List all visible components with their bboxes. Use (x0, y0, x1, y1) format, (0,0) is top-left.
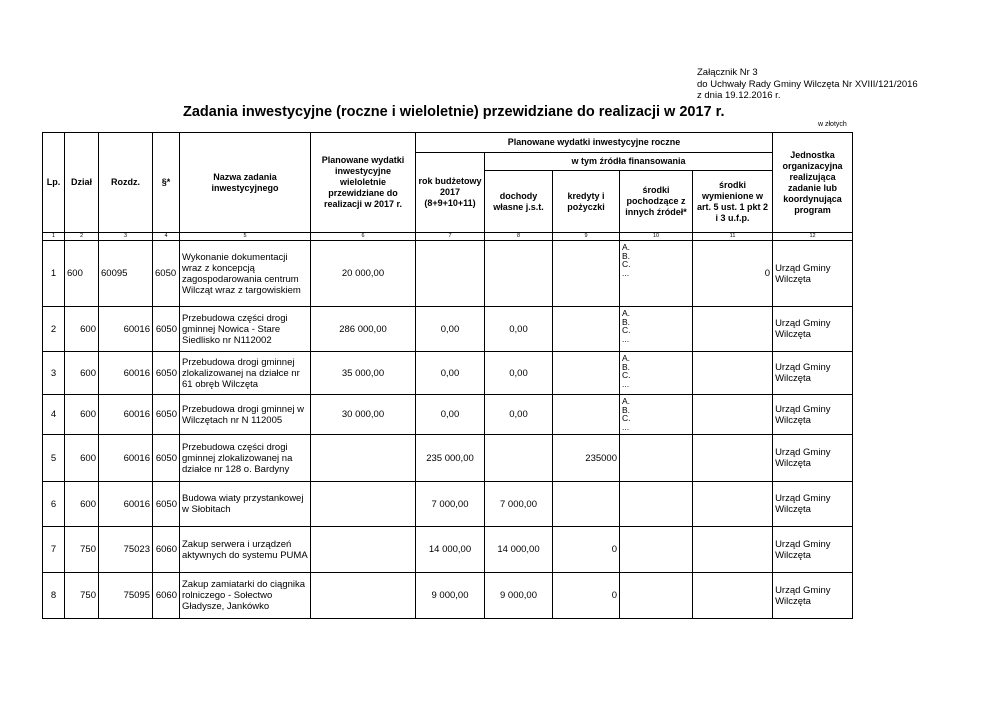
source-line: A. (622, 396, 631, 406)
cell-rozdz: 60016 (99, 307, 153, 352)
cell-org-unit: Urząd Gminy Wilczęta (773, 352, 853, 395)
column-number: 4 (153, 233, 180, 241)
column-number: 11 (693, 233, 773, 241)
cell-org-unit: Urząd Gminy Wilczęta (773, 482, 853, 527)
column-number: 2 (65, 233, 99, 241)
cell-other-sources (620, 395, 693, 435)
cell-org-unit: Urząd Gminy Wilczęta (773, 395, 853, 435)
header-art5-funds: środki wymienione w art. 5 ust. 1 pkt 2 i 3 u.f.p. (693, 171, 773, 233)
cell-other-sources (620, 482, 693, 527)
cell-own-income (485, 435, 553, 482)
source-line: C. (622, 259, 631, 269)
cell-dzial: 600 (65, 352, 99, 395)
source-line: C. (622, 370, 631, 380)
column-number: 1 (43, 233, 65, 241)
cell-task-name: Zakup serwera i urządzeń aktywnych do systemu PUMA (180, 527, 311, 573)
page-title: Zadania inwestycyjne (roczne i wieloletnie) przewidziane do realizacji w 2017 r. (183, 104, 725, 120)
cell-dzial: 600 (65, 307, 99, 352)
cell-own-income: 0,00 (485, 307, 553, 352)
cell-budget-year: 7 000,00 (416, 482, 485, 527)
cell-other-sources (620, 241, 693, 307)
source-line: A. (622, 308, 631, 318)
header-dzial: Dział (65, 133, 99, 233)
cell-other-sources (620, 527, 693, 573)
cell-planned-multiyear (311, 435, 416, 482)
cell-art5-funds (693, 573, 773, 619)
annex-line: z dnia 19.12.2016 r. (697, 90, 781, 101)
cell-own-income: 7 000,00 (485, 482, 553, 527)
currency-unit: w złotych (818, 121, 847, 128)
cell-loans (553, 241, 620, 307)
header-own-income: dochody własne j.s.t. (485, 171, 553, 233)
cell-loans (553, 352, 620, 395)
source-line: ... (622, 421, 630, 432)
cell-other-sources (620, 435, 693, 482)
annex-line: do Uchwały Rady Gminy Wilczęta Nr XVIII/121/2016 (697, 78, 918, 90)
cell-lp: 8 (43, 573, 65, 619)
source-line: B. (622, 404, 631, 415)
cell-org-unit: Urząd Gminy Wilczęta (773, 527, 853, 573)
cell-dzial: 600 (65, 482, 99, 527)
source-line: C. (622, 325, 631, 335)
column-number: 10 (620, 233, 693, 241)
cell-task-name: Budowa wiaty przystankowej w Słobitach (180, 482, 311, 527)
cell-loans (553, 482, 620, 527)
table-body (43, 241, 853, 619)
column-number: 7 (416, 233, 485, 241)
header-paragraph: §* (153, 133, 180, 233)
table-row (43, 482, 853, 527)
column-number: 9 (553, 233, 620, 241)
cell-loans (553, 307, 620, 352)
cell-planned-multiyear (311, 482, 416, 527)
cell-paragraph: 6060 (153, 573, 180, 619)
header-lp: Lp. (43, 133, 65, 233)
cell-lp: 2 (43, 307, 65, 352)
cell-art5-funds (693, 482, 773, 527)
cell-dzial: 750 (65, 573, 99, 619)
header-loans: kredyty i pożyczki (553, 171, 620, 233)
source-line: ... (622, 333, 630, 344)
annex-line: Załącznik Nr 3 (697, 67, 758, 78)
cell-rozdz: 75095 (99, 573, 153, 619)
cell-task-name: Przebudowa części drogi gminnej zlokalizowanej na działce nr 128 o. Bardyny (180, 435, 311, 482)
header-funding-sources: w tym źródła finansowania (485, 153, 773, 171)
header-rozdz: Rozdz. (99, 133, 153, 233)
source-line: A. (622, 353, 631, 363)
cell-org-unit: Urząd Gminy Wilczęta (773, 241, 853, 307)
cell-planned-multiyear: 35 000,00 (311, 352, 416, 395)
cell-rozdz: 60016 (99, 395, 153, 435)
cell-planned-multiyear: 286 000,00 (311, 307, 416, 352)
cell-paragraph: 6050 (153, 307, 180, 352)
cell-dzial: 600 (65, 241, 99, 307)
column-number: 5 (180, 233, 311, 241)
cell-budget-year (416, 241, 485, 307)
source-line: ... (622, 378, 630, 389)
cell-dzial: 750 (65, 527, 99, 573)
cell-art5-funds (693, 435, 773, 482)
cell-paragraph: 6050 (153, 395, 180, 435)
cell-task-name: Wykonanie dokumentacji wraz z koncepcją zagospodarowania centrum Wilcząt wraz z targowiskiem (180, 241, 311, 307)
cell-dzial: 600 (65, 395, 99, 435)
source-line: A. (622, 242, 631, 252)
table-header (43, 133, 853, 241)
cell-paragraph: 6050 (153, 241, 180, 307)
cell-budget-year: 14 000,00 (416, 527, 485, 573)
cell-task-name: Przebudowa drogi gminnej w Wilczętach nr N 112005 (180, 395, 311, 435)
cell-org-unit: Urząd Gminy Wilczęta (773, 435, 853, 482)
cell-planned-multiyear: 30 000,00 (311, 395, 416, 435)
cell-own-income: 9 000,00 (485, 573, 553, 619)
cell-lp: 6 (43, 482, 65, 527)
table-row (43, 573, 853, 619)
table-row (43, 527, 853, 573)
cell-paragraph: 6060 (153, 527, 180, 573)
cell-own-income: 0,00 (485, 352, 553, 395)
cell-org-unit: Urząd Gminy Wilczęta (773, 573, 853, 619)
cell-loans: 235000 (553, 435, 620, 482)
source-line: B. (622, 361, 631, 372)
cell-lp: 4 (43, 395, 65, 435)
cell-budget-year: 235 000,00 (416, 435, 485, 482)
table-row (43, 352, 853, 395)
cell-paragraph: 6050 (153, 482, 180, 527)
cell-lp: 1 (43, 241, 65, 307)
cell-task-name: Zakup zamiatarki do ciągnika rolniczego - Sołectwo Gładysze, Jankówko (180, 573, 311, 619)
header-planned-multiyear: Planowane wydatki inwestycyjne wieloletnie przewidziane do realizacji w 2017 r. (311, 133, 416, 233)
cell-task-name: Przebudowa części drogi gminnej Nowica - Stare Siedlisko nr N112002 (180, 307, 311, 352)
cell-budget-year: 9 000,00 (416, 573, 485, 619)
table-row (43, 395, 853, 435)
cell-other-sources (620, 307, 693, 352)
cell-loans: 0 (553, 573, 620, 619)
header-budget-year: rok budżetowy 2017 (8+9+10+11) (416, 153, 485, 233)
cell-own-income: 0,00 (485, 395, 553, 435)
header-task-name: Nazwa zadania inwestycyjnego (180, 133, 311, 233)
cell-paragraph: 6050 (153, 352, 180, 395)
cell-rozdz: 60095 (99, 241, 153, 307)
header-org-unit: Jednostka organizacyjna realizująca zadanie lub koordynująca program (773, 133, 853, 233)
cell-paragraph: 6050 (153, 435, 180, 482)
cell-art5-funds (693, 352, 773, 395)
cell-art5-funds: 0 (693, 241, 773, 307)
cell-budget-year: 0,00 (416, 307, 485, 352)
annex-reference (697, 67, 918, 102)
column-numbers-row (43, 233, 853, 241)
cell-budget-year: 0,00 (416, 395, 485, 435)
table-row (43, 241, 853, 307)
cell-art5-funds (693, 527, 773, 573)
source-line: ... (622, 267, 630, 278)
cell-planned-multiyear: 20 000,00 (311, 241, 416, 307)
cell-planned-multiyear (311, 527, 416, 573)
cell-lp: 7 (43, 527, 65, 573)
cell-planned-multiyear (311, 573, 416, 619)
cell-lp: 5 (43, 435, 65, 482)
source-line: C. (622, 413, 631, 423)
cell-budget-year: 0,00 (416, 352, 485, 395)
cell-rozdz: 60016 (99, 352, 153, 395)
cell-dzial: 600 (65, 435, 99, 482)
source-line: B. (622, 316, 631, 327)
source-line: B. (622, 250, 631, 261)
cell-lp: 3 (43, 352, 65, 395)
cell-other-sources (620, 352, 693, 395)
cell-own-income: 14 000,00 (485, 527, 553, 573)
cell-task-name: Przebudowa drogi gminnej zlokalizowanej na działce nr 61 obręb Wilczęta (180, 352, 311, 395)
column-number: 12 (773, 233, 853, 241)
cell-art5-funds (693, 307, 773, 352)
investment-table (42, 132, 853, 619)
cell-rozdz: 75023 (99, 527, 153, 573)
cell-own-income (485, 241, 553, 307)
cell-org-unit: Urząd Gminy Wilczęta (773, 307, 853, 352)
cell-loans: 0 (553, 527, 620, 573)
table-row (43, 435, 853, 482)
column-number: 6 (311, 233, 416, 241)
cell-loans (553, 395, 620, 435)
cell-rozdz: 60016 (99, 435, 153, 482)
cell-rozdz: 60016 (99, 482, 153, 527)
header-other-sources: środki pochodzące z innych źródeł* (620, 171, 693, 233)
cell-other-sources (620, 573, 693, 619)
column-number: 3 (99, 233, 153, 241)
table-row (43, 307, 853, 352)
header-planned-annual: Planowane wydatki inwestycyjne roczne (416, 133, 773, 153)
column-number: 8 (485, 233, 553, 241)
cell-art5-funds (693, 395, 773, 435)
